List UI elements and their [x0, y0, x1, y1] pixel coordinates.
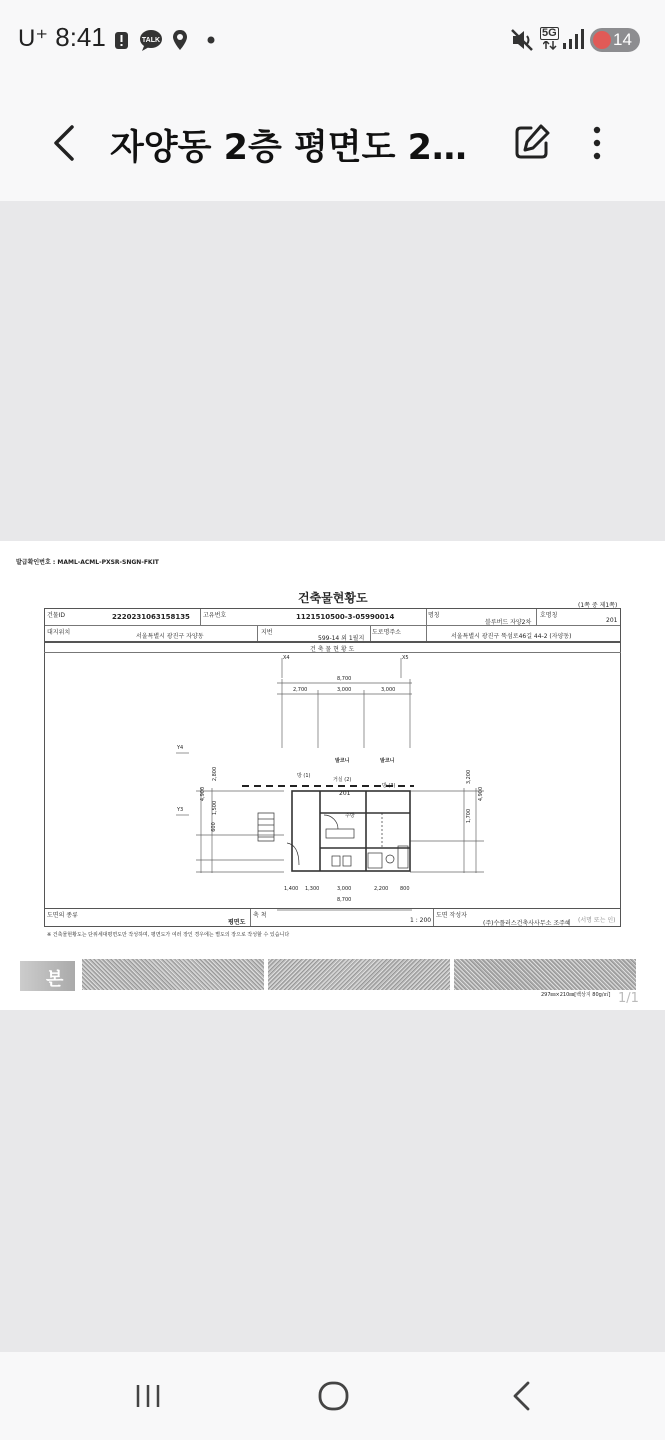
- nav-bar: [0, 1352, 665, 1440]
- doc-heading: 건축물현황도: [298, 591, 368, 605]
- left-dim-1: 2,800: [212, 766, 219, 782]
- issue-code: 발급확인번호 : MAML-ACML-PXSR-SNGN-FKIT: [16, 559, 159, 566]
- lot-label: 지번: [261, 629, 273, 636]
- copy-mark: 본: [20, 961, 75, 991]
- scale-value: 1 : 200: [410, 917, 432, 924]
- edit-icon[interactable]: [513, 123, 551, 161]
- location-icon: [172, 29, 188, 51]
- unit-no-tag: 201: [339, 790, 351, 797]
- lot-value: 599-14 외 1필지: [318, 635, 365, 642]
- paper-size: 297㎜×210㎜[백상지 80g/㎡]: [541, 992, 611, 998]
- back-arrow-icon[interactable]: [50, 125, 80, 161]
- left-total-dim: 4,900: [200, 786, 207, 802]
- name-value: 블루버드 자양2차: [485, 619, 532, 626]
- bottom-dim-5: 800: [400, 886, 410, 892]
- drawing-type: 평면도: [228, 919, 246, 926]
- axis-y3: Y3: [177, 807, 184, 813]
- axis-y4: Y4: [177, 745, 184, 751]
- building-id: 2220231063158135: [112, 613, 190, 621]
- left-dim-2: 1,500: [212, 800, 219, 816]
- road-label: 도로명주소: [372, 629, 401, 636]
- balcony-2: 발코니: [380, 758, 395, 764]
- section-title: 건 축 물 현 황 도: [310, 646, 355, 653]
- axis-x5: X5: [402, 655, 409, 661]
- left-dim-3: 600: [210, 822, 217, 832]
- talk-icon: [139, 29, 163, 51]
- right-dim-2: 1,700: [466, 808, 473, 824]
- drawing-type-label: 도면의 종류: [47, 912, 78, 919]
- name-label: 명칭: [428, 612, 440, 619]
- home-icon[interactable]: [318, 1380, 350, 1412]
- page-indicator: 1/1: [618, 991, 639, 1006]
- back-icon[interactable]: [510, 1380, 534, 1412]
- dot-icon: [207, 36, 215, 44]
- top-dim-3: 3,000: [381, 687, 396, 693]
- balcony-1: 발코니: [335, 758, 350, 764]
- location-value: 서울특별시 광진구 자양동: [136, 633, 204, 640]
- bottom-total-dim: 8,700: [337, 897, 352, 903]
- status-bar: [0, 0, 665, 80]
- footnote: ※ 건축물현황도는 단위세대평면도만 작성하며, 평면도가 여러 장인 경우에는 별도의 장으로 작성할 수 있습니다: [47, 932, 290, 938]
- sign-label: (서명 또는 인): [578, 917, 616, 924]
- room-1: 방 (1): [297, 773, 311, 779]
- room-2: 거실 (2): [333, 777, 352, 783]
- unit-value: 201: [606, 617, 618, 624]
- building-id-label: 건물ID: [47, 612, 65, 619]
- road-value: 서울특별시 광진구 뚝섬로46길 44-2 (자양동): [451, 633, 572, 640]
- author-label: 도면 작성자: [436, 912, 467, 919]
- document-page[interactable]: [0, 541, 665, 1010]
- security-strip-2: [268, 959, 450, 990]
- author-value: (주)수플러스건축사사무소 조주혜: [483, 920, 571, 927]
- room-kitchen: 주방: [345, 813, 355, 819]
- location-label: 대지위치: [47, 629, 71, 636]
- more-vert-icon[interactable]: [590, 125, 604, 161]
- network-5g-icon: 5G: [540, 27, 560, 51]
- page-count: (1쪽 중 제1쪽): [578, 602, 618, 609]
- top-dim-2: 3,000: [337, 687, 352, 693]
- right-total-dim: 4,900: [478, 786, 485, 802]
- status-time: U⁺ 8:41: [18, 22, 106, 52]
- unique-no: 1121510500-3-05990014: [296, 613, 395, 621]
- top-total-dim: 8,700: [337, 676, 352, 682]
- floor-plan: [44, 653, 621, 915]
- top-dim-1: 2,700: [293, 687, 308, 693]
- signal-icon: [562, 28, 584, 50]
- unit-label: 호명칭: [540, 612, 558, 619]
- battery-icon: 14: [590, 28, 640, 52]
- bottom-dim-4: 2,200: [374, 886, 389, 892]
- room-3: 방 (3): [382, 783, 396, 789]
- axis-x4: X4: [283, 655, 290, 661]
- page-title: 자양동 2층 평면도 2…: [110, 128, 467, 168]
- right-dim-1: 3,200: [466, 769, 473, 785]
- alert-icon: [114, 30, 130, 50]
- unique-no-label: 고유번호: [203, 612, 227, 619]
- bottom-dim-1: 1,400: [284, 886, 299, 892]
- bottom-dim-2: 1,300: [305, 886, 320, 892]
- svg-text:TALK: TALK: [141, 37, 161, 44]
- mute-icon: [510, 28, 534, 52]
- security-strip-3: [454, 959, 636, 990]
- recent-apps-icon[interactable]: [135, 1382, 163, 1410]
- bottom-dim-3: 3,000: [337, 886, 352, 892]
- security-strip-1: [82, 959, 264, 990]
- scale-label: 축 척: [253, 912, 267, 919]
- app-bar: [0, 80, 665, 201]
